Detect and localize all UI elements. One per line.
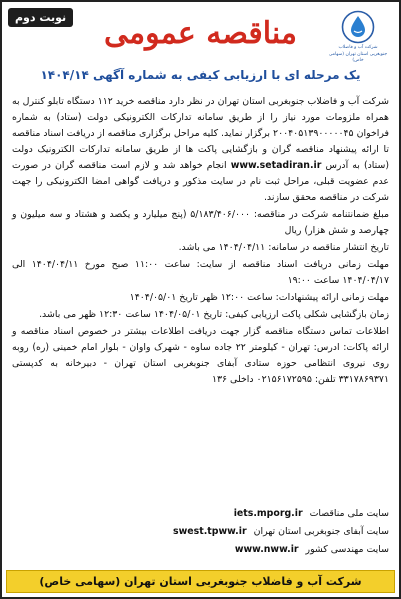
site-label: سایت ملی مناقصات <box>309 508 389 519</box>
site-label: سایت مهندسی کشور <box>305 544 389 555</box>
site-row-iets <box>12 505 389 523</box>
contact-paragraph: اطلاعات تماس دستگاه مناقصه گزار جهت دریافت اطلاعات بیشتر در خصوص اسناد مناقصه و ارائه پاکات: ادرس: تهران - کیلومتر ۲۲ جاده ساوه - شهرک واوان - بلوار امام خمینی (ره) روبه روی نیروی انتظامی حوزه ستادی آبفای جنوبغربی استان تهران - دبیرخانه به کدپستی ۳۳۱۷۸۶۹۳۷۱ تلفن: ۰۲۱۵۶۱۷۲۵۹۵ داخلی ۱۳۶ <box>12 326 390 385</box>
intro-text-b: انجام خواهد شد و لازم است مناقصه گران در صورت عدم عضویت قبلی، مراحل ثبت نام در سایت مذکور و دریافت گواهی امضا الکترونیکی را جهت شرکت در مناقصه محقق سازند. <box>12 160 389 203</box>
site-link-nww[interactable]: www.nww.ir <box>234 544 299 555</box>
setadiran-link[interactable]: www.setadiran.ir <box>230 160 322 171</box>
site-row-swest <box>12 523 389 541</box>
site-link-iets[interactable]: iets.mporg.ir <box>233 508 303 519</box>
guarantee-paragraph: مبلغ ضمانتنامه شرکت در مناقصه: ۵/۱۸۳/۴۰۶/۰۰۰ (پنج میلیارد و یکصد و هشتاد و سه میلیون و چهارصد و شش هزار) ریال <box>12 209 389 236</box>
opening-date-paragraph: زمان بازگشایی شکلی پاکت ارزیابی کیفی: تاریخ ۱۴۰۴/۰۵/۰۱ ساعت ۱۲:۳۰ ظهر می باشد. <box>39 309 389 320</box>
intro-text-a: شرکت آب و فاضلاب جنوبغربی استان تهران در نظر دارد مناقصه خرید ۱۱۲ دستگاه تابلو کنترل به همراه ملزومات مورد نیاز را از طریق سامانه تدارکات الکترونیکی دولت (ستاد) به شماره فراخوان ۲۰۰۴۰۵۱۳۹۰۰۰۰۰۴۵ برگزار نماید. کلیه مراحل برگزاری مناقصه از دریافت اسناد مناقصه تا ارائه پیشنهاد مناقصه گران و بازگشایی پاکت ها از طریق سامانه تدارکات الکترونیک دولت (ستاد) به آدرس <box>12 96 390 171</box>
publish-date-paragraph: تاریخ انتشار مناقصه در سامانه: ۱۴۰۴/۰۴/۱۱ می باشد. <box>178 242 389 253</box>
site-link-swest[interactable]: swest.tpww.ir <box>173 526 247 537</box>
website-list <box>12 505 389 559</box>
page-title: مناقصه عمومی <box>104 16 297 51</box>
round-badge: نوبت دوم <box>8 8 73 27</box>
tender-body <box>12 94 389 389</box>
site-label: سایت آبفای جنوبغربی استان تهران <box>253 526 389 537</box>
site-row-nww <box>12 541 389 559</box>
logo-caption-line2: جنوبغربی استان تهران (سهامی خاص) <box>328 52 388 63</box>
logo-caption-line1: شرکت آب و فاضلاب <box>338 45 378 50</box>
document-deadline-paragraph: مهلت زمانی دریافت اسناد مناقصه از سایت: ساعت ۱۱:۰۰ صبح مورخ ۱۴۰۴/۰۴/۱۱ الی ۱۴۰۴/۰۴/۱۷ ساعت ۱۹:۰۰ <box>12 259 389 286</box>
proposal-deadline-paragraph: مهلت زمانی ارائه پیشنهادات: ساعت ۱۲:۰۰ ظهر تاریخ ۱۴۰۴/۰۵/۰۱ <box>129 292 389 303</box>
intro-paragraph <box>12 94 389 206</box>
company-footer: شرکت آب و فاضلاب جنوبغربی استان تهران (سهامی خاص) <box>6 570 395 593</box>
tender-subtitle: یک مرحله ای با ارزیابی کیفی به شماره آگهی ۱۴۰۴/۱۴ <box>40 68 361 82</box>
